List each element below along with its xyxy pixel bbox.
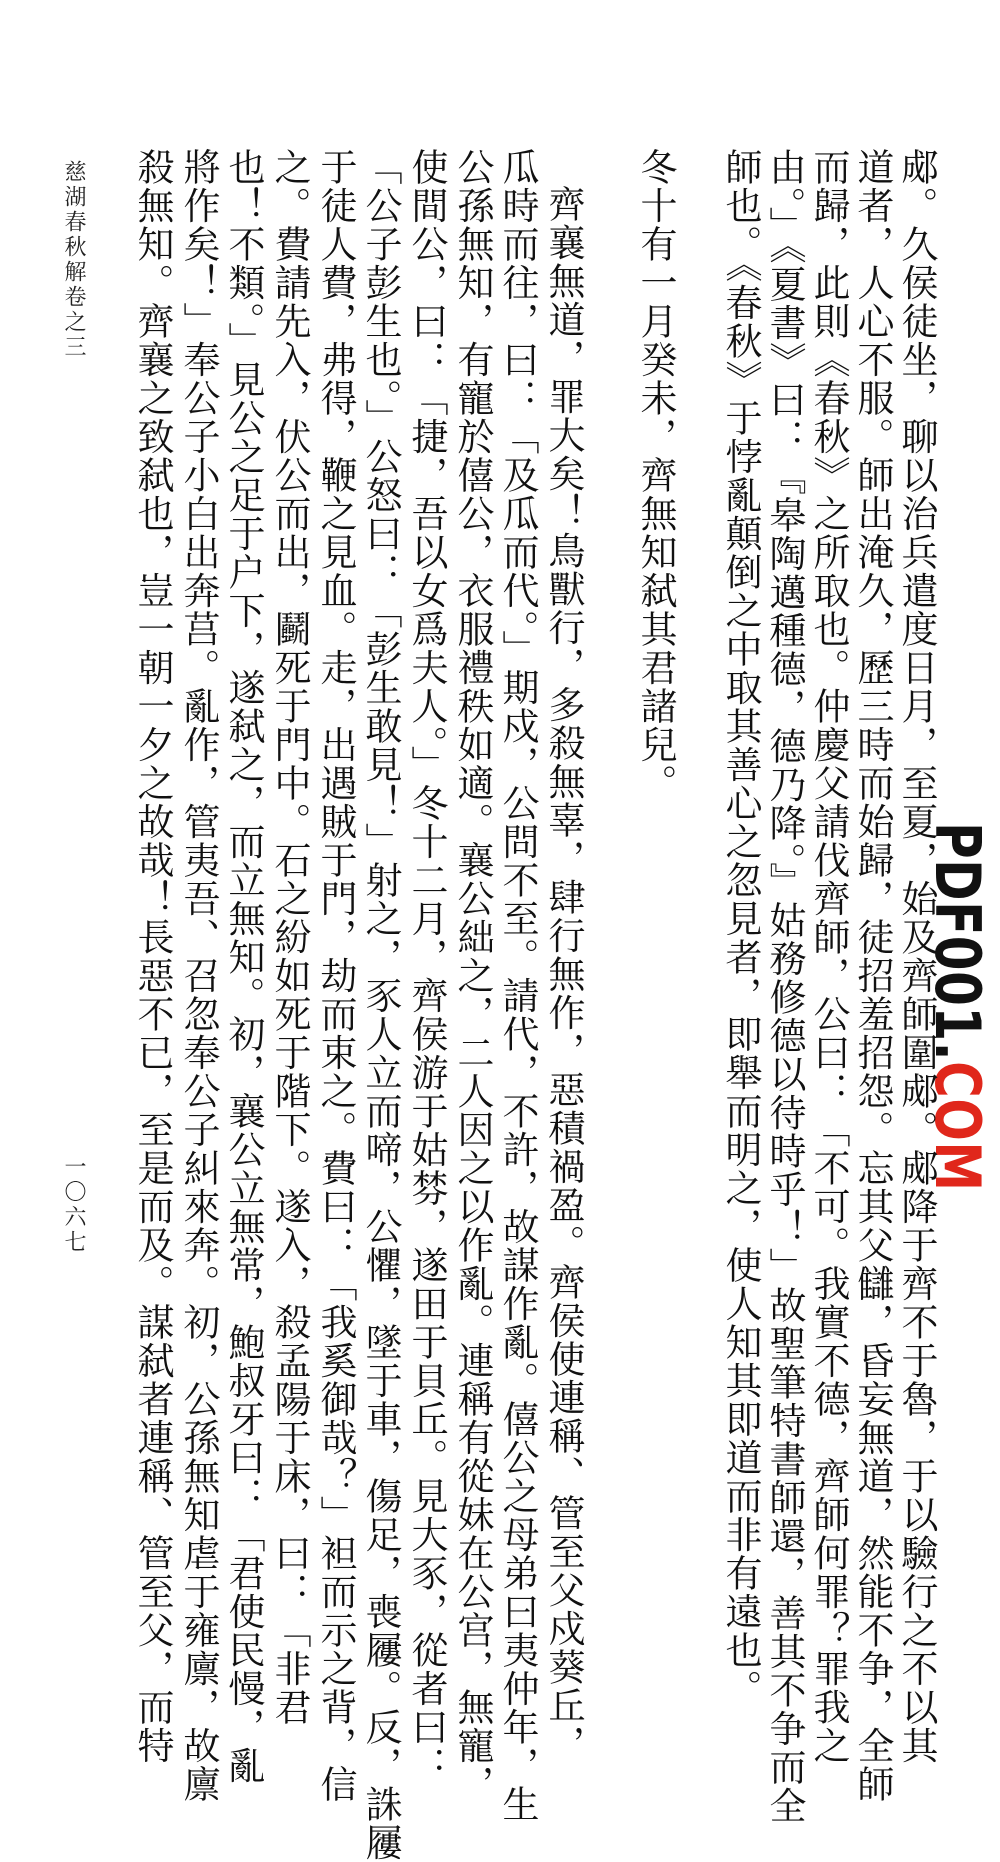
page-number: 一〇六七 xyxy=(61,1155,86,1255)
text-column-13: 之。費請先入，伏公而出，鬬死于門中。石之紛如死于階下。遂入，殺孟陽于床，曰：「非君 xyxy=(268,148,311,1727)
text-column-16: 殺無知。齊襄之致弑也，豈一朝一夕之故哉！長惡不已，至是而及。謀弑者連稱、管至父，而特 xyxy=(131,148,174,1765)
text-column-1: 郕。久侯徒坐，聊以治兵遣度日月，至夏，始及齊師圍郕。郕降于齊不于魯，于以驗行之不以其 xyxy=(895,148,938,1765)
text-column-2: 道者，人心不服。師出淹久，歷三時而始歸，徒招羞招怨。忘其父讎，昏妄無道，然能不争，全師 xyxy=(851,148,894,1804)
text-column-9: 公孫無知，有寵於僖公，衣服禮秩如適。襄公絀之，二人因之以作亂。連稱有從妹在公宫，無寵， xyxy=(451,148,494,1804)
text-column-4: 由。」《夏書》曰：『皋陶邁種德，德乃降。』姑務修德以待時乎！」故聖筆特書師還，善其不争而全 xyxy=(763,148,806,1825)
watermark-text-black: PDF001. xyxy=(920,822,994,1062)
text-column-8: 瓜時而往，曰：「及瓜而代。」期戍，公問不至。請代，不許，故謀作亂。僖公之母弟曰夷仲年，生 xyxy=(496,148,539,1824)
text-column-12: 于徒人費，弗得，鞭之見血。走，出遇賊于門，劫而束之。費曰：「我奚御哉？」袒而示之背，信 xyxy=(314,148,357,1804)
text-column-5: 師也。《春秋》于悖亂顛倒之中取其善心之忽見者，即舉而明之，使人知其即道而非有遠也。 xyxy=(719,148,762,1708)
text-column-3: 而歸，此則《春秋》之所取也。仲慶父請伐齊師，公曰：「不可。我實不德，齊師何罪？罪我之 xyxy=(807,148,850,1765)
text-column-11: 「公子彭生也。」公怒曰：「彭生敢見！」射之，豕人立而啼，公懼，墜于車，傷足，喪屨。反，誅屨 xyxy=(359,148,402,1862)
text-column-10: 使間公，曰：「捷，吾以女爲夫人。」冬十二月，齊侯游于姑棼，遂田于貝丘。見大豕，從者曰： xyxy=(405,148,448,1785)
text-column-15: 將作矣！」奉公子小白出奔莒。亂作，管夷吾、召忽奉公子糾來奔。初，公孫無知虐于雍廪，故廪 xyxy=(177,148,220,1804)
watermark-text-red: COM xyxy=(920,1061,994,1192)
running-header-title: 慈湖春秋解卷之三 xyxy=(61,160,86,360)
classic-entry-heading: 冬十有一月癸未，齊無知弑其君諸兒。 xyxy=(634,148,677,803)
text-column-14: 也！不類。」見公之足于户下，遂弑之，而立無知。初，襄公立無常，鮑叔牙曰：「君使民慢，亂 xyxy=(222,148,265,1785)
text-column-7: 齊襄無道，罪大矣！鳥獸行，多殺無辜，肆行無作，惡積禍盈。齊侯使連稱、管至父戍葵丘， xyxy=(542,185,585,1764)
